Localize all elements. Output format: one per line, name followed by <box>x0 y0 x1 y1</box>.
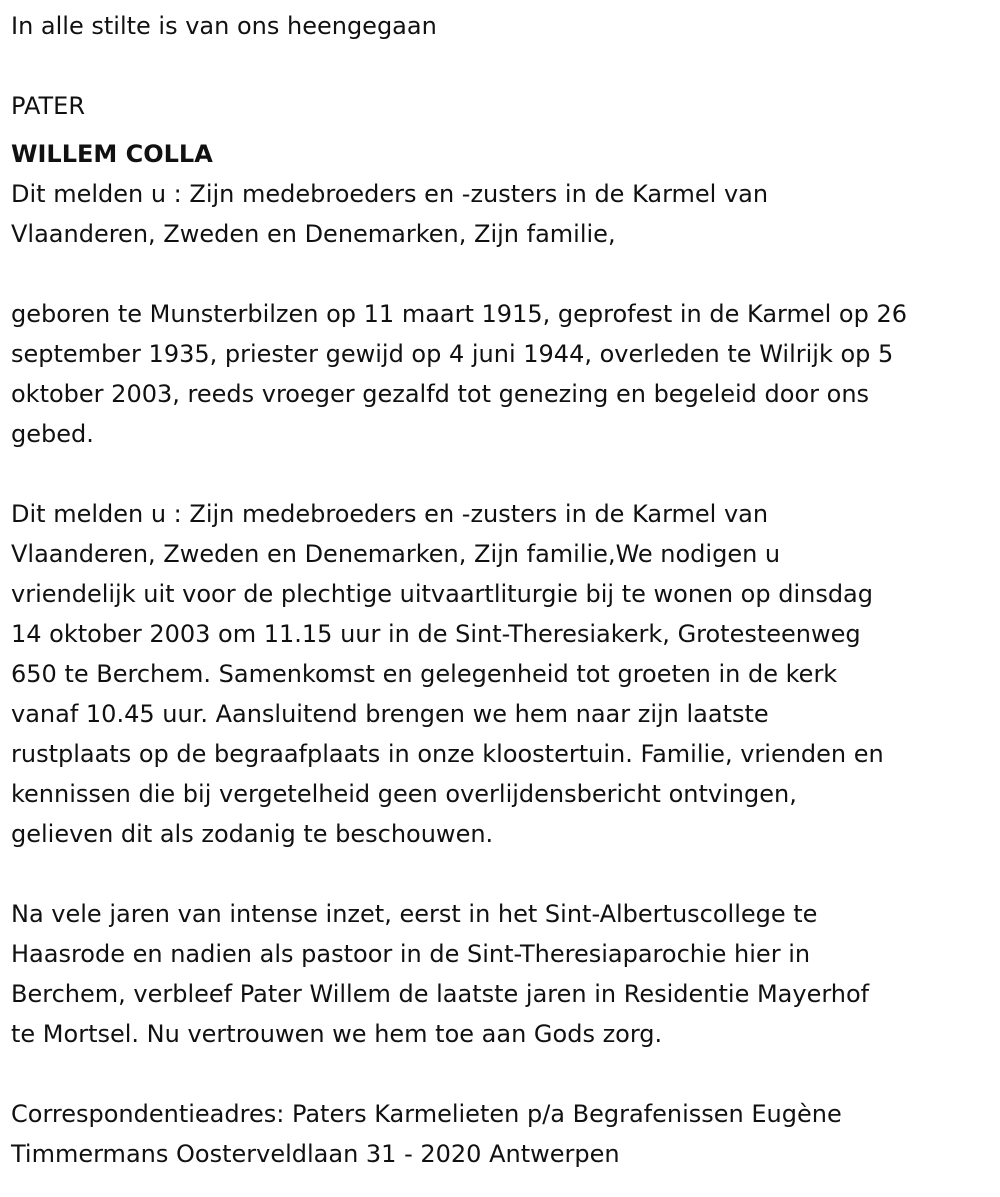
paragraph-line: Na vele jaren van intense inzet, eerst in het Sint-Albertuscollege te <box>11 900 818 928</box>
paragraph-line: Haasrode en nadien als pastoor in de Sint-Theresiaparochie hier in <box>11 940 811 968</box>
paragraph-line: Timmermans Oosterveldlaan 31 - 2020 Antwerpen <box>11 1140 620 1168</box>
deceased-name: WILLEM COLLA <box>11 140 213 168</box>
paragraph-spacer <box>11 1054 1000 1094</box>
paragraph-line: kennissen die bij vergetelheid geen overlijdensbericht ontvingen, <box>11 780 797 808</box>
biography-paragraph <box>11 294 1000 454</box>
funeral-paragraph <box>11 494 1000 854</box>
paragraph-spacer <box>11 454 1000 494</box>
paragraph-line: vriendelijk uit voor de plechtige uitvaartliturgie bij te wonen op dinsdag <box>11 580 873 608</box>
paragraph-spacer <box>11 854 1000 894</box>
paragraph-line: 14 oktober 2003 om 11.15 uur in de Sint-Theresiakerk, Grotesteenweg <box>11 620 861 648</box>
paragraph-line: Vlaanderen, Zweden en Denemarken, Zijn familie, <box>11 220 616 248</box>
paragraph-line: vanaf 10.45 uur. Aansluitend brengen we hem naar zijn laatste <box>11 700 769 728</box>
intro-text: In alle stilte is van ons heengegaan <box>11 12 437 40</box>
title-label: PATER <box>11 92 85 120</box>
paragraph-line: Dit melden u : Zijn medebroeders en -zusters in de Karmel van <box>11 180 769 208</box>
announcers-paragraph <box>11 174 1000 254</box>
paragraph-line: Berchem, verbleef Pater Willem de laatste jaren in Residentie Mayerhof <box>11 980 870 1008</box>
paragraph-line: te Mortsel. Nu vertrouwen we hem toe aan Gods zorg. <box>11 1020 663 1048</box>
paragraph-spacer <box>11 254 1000 294</box>
paragraph-line: oktober 2003, reeds vroeger gezalfd tot genezing en begeleid door ons <box>11 380 870 408</box>
paragraph-line: Correspondentieadres: Paters Karmelieten p/a Begrafenissen Eugène <box>11 1100 842 1128</box>
paragraph-line: gelieven dit als zodanig te beschouwen. <box>11 820 494 848</box>
tribute-paragraph <box>11 894 1000 1054</box>
paragraph-line: Vlaanderen, Zweden en Denemarken, Zijn familie,We nodigen u <box>11 540 781 568</box>
correspondence-paragraph <box>11 1094 1000 1174</box>
paragraph-line: geboren te Munsterbilzen op 11 maart 1915, geprofest in de Karmel op 26 <box>11 300 908 328</box>
paragraph-line: september 1935, priester gewijd op 4 juni 1944, overleden te Wilrijk op 5 <box>11 340 894 368</box>
paragraph-line: 650 te Berchem. Samenkomst en gelegenheid tot groeten in de kerk <box>11 660 838 688</box>
paragraph-line: Dit melden u : Zijn medebroeders en -zusters in de Karmel van <box>11 500 769 528</box>
paragraph-line: gebed. <box>11 420 94 448</box>
paragraph-line: rustplaats op de begraafplaats in onze kloostertuin. Familie, vrienden en <box>11 740 884 768</box>
